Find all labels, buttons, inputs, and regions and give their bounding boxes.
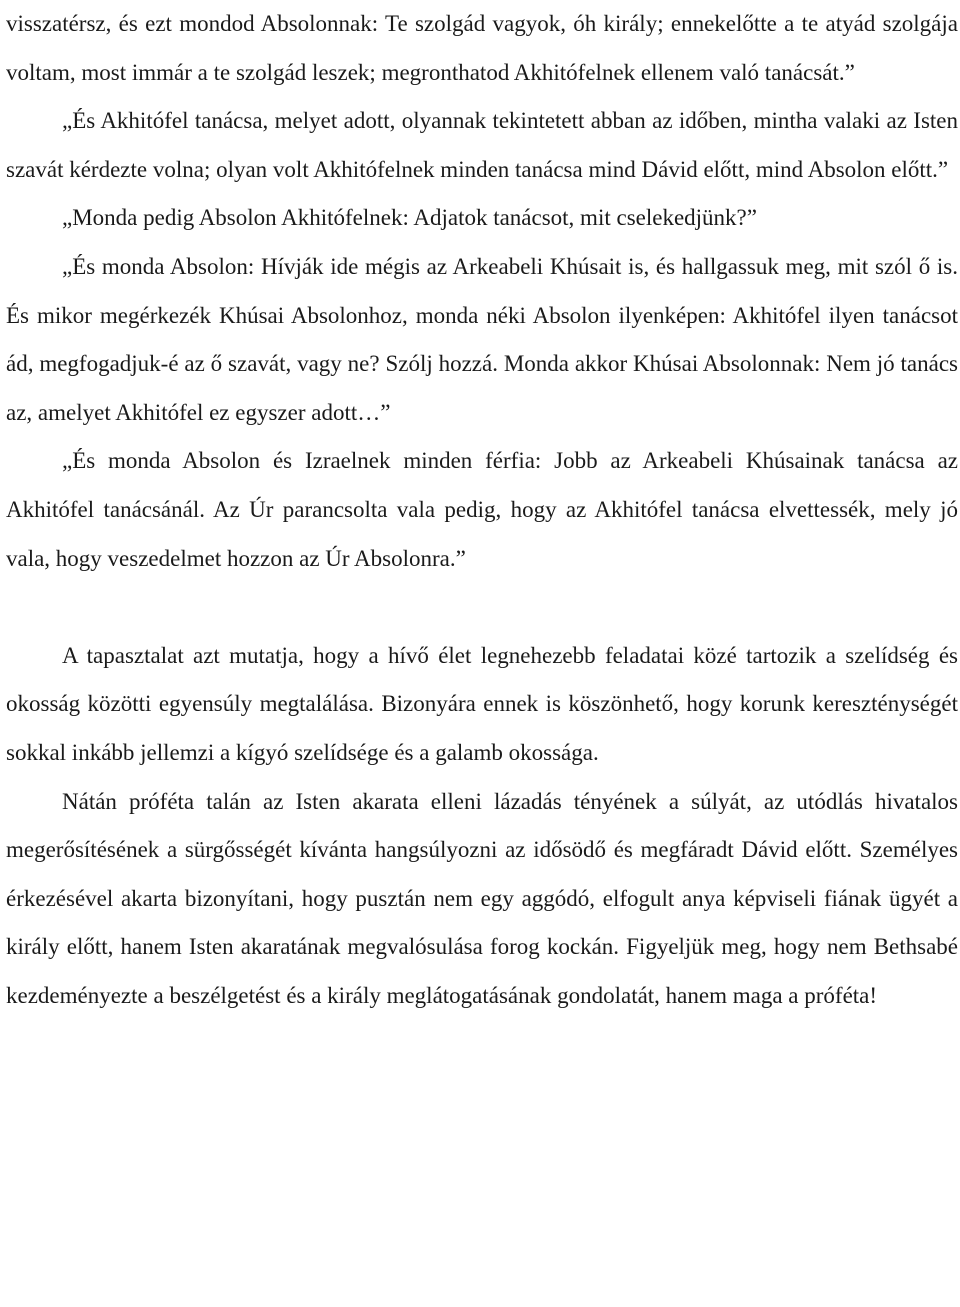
paragraph-quote-israel-decision: „És monda Absolon és Izraelnek minden férfia: Jobb az Arkeabeli Khúsainak tanácsa az Akhitófel tanácsánál. Az Úr parancsolta vala pedig, hogy az Akhitófel tanácsa elvettessék, mely jó vala, hogy veszedelmet hozzon az Úr Absolonra.” bbox=[6, 448, 958, 571]
paragraph-quote-akhitofel-counsel: „És Akhitófel tanácsa, melyet adott, olyannak tekintetett abban az időben, mintha valaki az Isten szavát kérdezte volna; olyan volt Akhitófelnek minden tanácsa mind Dávid előtt, mind Absolon előtt.” bbox=[6, 108, 958, 182]
paragraph-quote-khusai: „És monda Absolon: Hívják ide mégis az Arkeabeli Khúsait is, és hallgassuk meg, mit szól ő is. És mikor megérkezék Khúsai Absolonhoz, monda néki Absolon ilyenképen: Akhitófel ilyen tanácsot ád, megfogadjuk-é az ő szavát, vagy ne? Szólj hozzá. Monda akkor Khúsai Absolonnak: Nem jó tanács az, amelyet Akhitófel ez egyszer adott…” bbox=[6, 253, 958, 425]
paragraph-quote-absolon-asks: „Monda pedig Absolon Akhitófelnek: Adjatok tanácsot, mit cselekedjünk?” bbox=[62, 205, 757, 231]
document-page bbox=[6, 0, 958, 1020]
paragraph-gap bbox=[6, 583, 958, 632]
paragraph-commentary-natan: Nátán próféta talán az Isten akarata elleni lázadás tényének a súlyát, az utódlás hivatalos megerősítésének a sürgősségét kívánta hangsúlyozni az idősödő és megfáradt Dávid előtt. Személyes érkezésével akarta bizonyítani, hogy pusztán nem egy aggódó, elfogult anya képviseli fiának ügyét a király előtt, hanem Isten akaratának megvalósulása forog kockán. Figyeljük meg, hogy nem Bethsabé kezdeményezte a beszélgetést és a király meglátogatásának gondolatát, hanem maga a próféta! bbox=[6, 788, 958, 1008]
paragraph-commentary-experience: A tapasztalat azt mutatja, hogy a hívő élet legnehezebb feladatai közé tartozik a szelídség és okosság közötti egyensúly megtalálása. Bizonyára ennek is köszönhető, hogy korunk kereszténységét sokkal inkább jellemzi a kígyó szelídsége és a galamb okossága. bbox=[6, 642, 958, 765]
paragraph-continuation: visszatérsz, és ezt mondod Absolonnak: Te szolgád vagyok, óh király; ennekelőtte a te atyád szolgája voltam, most immár a te szolgád leszek; megronthatod Akhitófelnek ellenem való tanácsát.” bbox=[6, 11, 958, 85]
